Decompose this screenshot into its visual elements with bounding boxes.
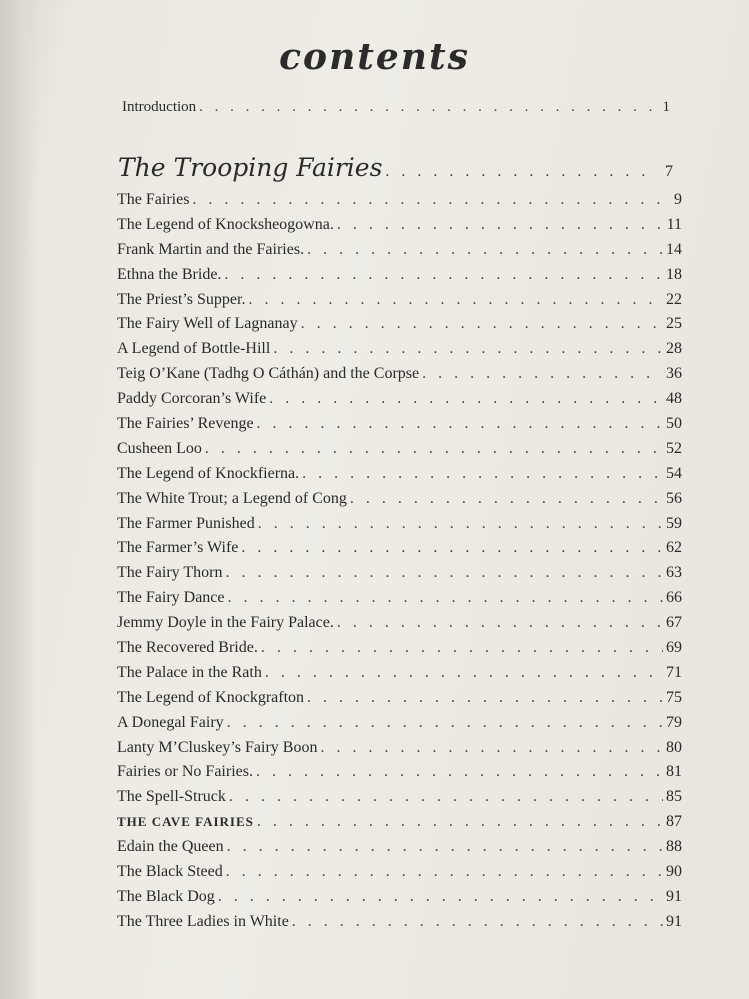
toc-entry <box>117 640 682 665</box>
entry-page-number: 22 <box>666 290 682 308</box>
entry-label: The Spell-Struck <box>117 788 226 806</box>
entry-label: Frank Martin and the Fairies. <box>117 240 305 258</box>
toc-entry <box>117 715 682 740</box>
dot-leader <box>224 267 663 283</box>
toc-entry <box>117 839 682 864</box>
entry-page-number: 81 <box>666 763 682 781</box>
toc-entry <box>117 690 682 715</box>
entry-label: The Fairy Well of Lagnanay <box>117 315 298 333</box>
toc-entry-list <box>117 192 682 939</box>
entry-page-number: 79 <box>666 713 682 731</box>
toc-entry <box>117 192 682 217</box>
toc-entry <box>117 565 682 590</box>
entry-label: The Legend of Knockfierna. <box>117 464 300 482</box>
toc-entry <box>117 217 682 242</box>
toc-entry <box>117 242 682 267</box>
page-title: contents <box>279 36 470 78</box>
dot-leader <box>226 864 663 880</box>
entry-label: The Black Dog <box>117 887 215 905</box>
toc-entry <box>117 540 682 565</box>
entry-page-number: 91 <box>666 887 682 905</box>
entry-label: The Recovered Bride. <box>117 639 258 657</box>
toc-entry <box>117 615 682 640</box>
subsection-heading <box>117 814 682 839</box>
entry-label: A Legend of Bottle-Hill <box>117 340 271 358</box>
dot-leader <box>225 565 663 581</box>
entry-label: The Fairies <box>117 191 190 208</box>
dot-leader <box>269 391 663 407</box>
entry-label: The Farmer’s Wife <box>117 539 239 557</box>
entry-label: The Black Steed <box>117 863 223 881</box>
toc-entry <box>117 764 682 789</box>
entry-label: Edain the Queen <box>117 838 224 856</box>
entry-label: The Priest’s Supper. <box>117 290 246 308</box>
dot-leader <box>385 164 658 180</box>
toc-entry <box>117 914 682 939</box>
entry-page-number: 88 <box>666 838 682 856</box>
toc-entry <box>117 889 682 914</box>
entry-page-number: 1 <box>662 99 670 115</box>
entry-page-number: 48 <box>666 390 682 408</box>
entry-page-number: 75 <box>666 688 682 706</box>
entry-page-number: 36 <box>666 365 682 383</box>
toc-entry <box>117 590 682 615</box>
dot-leader <box>228 590 663 606</box>
entry-page-number: 50 <box>666 415 682 433</box>
entry-page-number: 87 <box>666 813 682 831</box>
dot-leader <box>256 764 663 780</box>
dot-leader <box>199 100 655 115</box>
dot-leader <box>257 416 663 432</box>
dot-leader <box>261 640 663 656</box>
dot-leader <box>302 466 663 482</box>
page-gutter <box>0 0 38 999</box>
entry-page-number: 54 <box>666 464 682 482</box>
toc-entry <box>117 466 682 491</box>
dot-leader <box>307 690 663 706</box>
dot-leader <box>241 540 663 556</box>
toc-entry <box>117 441 682 466</box>
entry-page-number: 59 <box>666 514 682 532</box>
entry-label: Ethna the Bride. <box>117 265 222 283</box>
dot-leader <box>218 889 663 905</box>
toc-entry <box>117 267 682 292</box>
entry-page-number: 62 <box>666 539 682 557</box>
toc-entry <box>117 864 682 889</box>
entry-page-number: 25 <box>666 315 682 333</box>
entry-page-number: 67 <box>666 614 682 632</box>
entry-label: Fairies or No Fairies. <box>117 763 253 781</box>
entry-label: The Fairy Dance <box>117 589 225 607</box>
toc-entry <box>117 341 682 366</box>
entry-page-number: 71 <box>666 663 682 681</box>
dot-leader <box>307 242 663 258</box>
dot-leader <box>337 217 664 233</box>
toc-entry <box>117 789 682 814</box>
toc-entry <box>117 740 682 765</box>
entry-page-number: 52 <box>666 439 682 457</box>
entry-label: Teig O’Kane (Tadhg O Cáthán) and the Corpse <box>117 365 420 383</box>
entry-page-number: 28 <box>666 340 682 358</box>
entry-page-number: 66 <box>666 589 682 607</box>
toc-entry <box>117 366 682 391</box>
dot-leader <box>273 341 663 357</box>
dot-leader <box>422 366 663 382</box>
dot-leader <box>320 740 663 756</box>
dot-leader <box>192 192 667 208</box>
entry-label: Introduction <box>122 99 197 115</box>
section-title: The Trooping Fairies <box>118 153 383 182</box>
entry-page-number: 11 <box>666 215 682 233</box>
toc-entry <box>117 665 682 690</box>
toc-entry <box>117 391 682 416</box>
entry-label: A Donegal Fairy <box>117 713 224 731</box>
entry-page-number: 80 <box>666 738 682 756</box>
entry-label: THE CAVE FAIRIES <box>117 814 254 830</box>
section-heading <box>118 155 673 180</box>
entry-label: The White Trout; a Legend of Cong <box>117 489 347 507</box>
toc-entry-introduction <box>122 100 670 115</box>
dot-leader <box>350 491 663 507</box>
dot-leader <box>265 665 663 681</box>
dot-leader <box>301 316 663 332</box>
section-page-number: 7 <box>665 163 673 180</box>
entry-page-number: 85 <box>666 788 682 806</box>
dot-leader <box>205 441 663 457</box>
entry-label: The Three Ladies in White <box>117 912 289 930</box>
toc-entry <box>117 316 682 341</box>
entry-label: The Fairies’ Revenge <box>117 415 254 433</box>
entry-label: The Legend of Knockgrafton <box>117 688 305 706</box>
entry-label: Jemmy Doyle in the Fairy Palace. <box>117 614 334 632</box>
dot-leader <box>257 814 663 830</box>
entry-page-number: 69 <box>666 639 682 657</box>
dot-leader <box>337 615 663 631</box>
entry-label: The Palace in the Rath <box>117 663 262 681</box>
entry-page-number: 63 <box>666 564 682 582</box>
entry-label: The Legend of Knocksheogowna. <box>117 215 334 233</box>
dot-leader <box>227 839 663 855</box>
entry-page-number: 56 <box>666 489 682 507</box>
entry-page-number: 91 <box>666 912 682 930</box>
entry-page-number: 18 <box>666 265 682 283</box>
entry-label: The Farmer Punished <box>117 514 255 532</box>
toc-entry <box>117 491 682 516</box>
entry-page-number: 9 <box>674 191 682 208</box>
toc-entry <box>117 416 682 441</box>
entry-label: Paddy Corcoran’s Wife <box>117 390 267 408</box>
entry-page-number: 14 <box>666 240 682 258</box>
dot-leader <box>248 292 663 308</box>
entry-label: The Fairy Thorn <box>117 564 223 582</box>
dot-leader <box>292 914 663 930</box>
entry-page-number: 90 <box>666 863 682 881</box>
dot-leader <box>229 789 663 805</box>
dot-leader <box>258 516 663 532</box>
toc-entry <box>117 292 682 317</box>
entry-label: Lanty M’Cluskey’s Fairy Boon <box>117 738 318 756</box>
dot-leader <box>227 715 663 731</box>
toc-entry <box>117 516 682 541</box>
entry-label: Cusheen Loo <box>117 439 202 457</box>
